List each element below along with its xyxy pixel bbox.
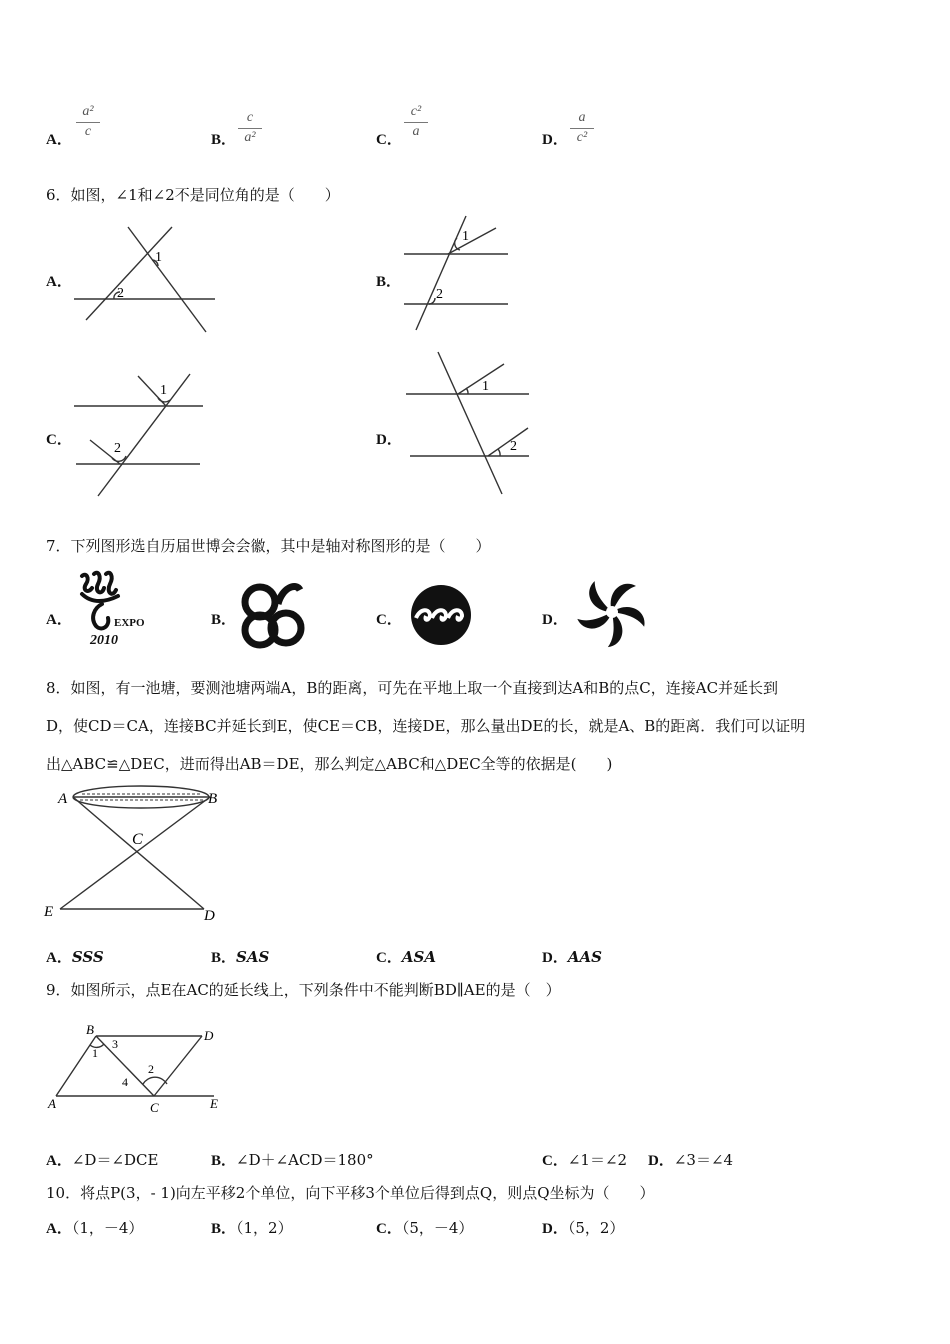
q9-option-b-value: ∠D＋∠ACD＝180° [236, 1151, 374, 1169]
q6-figure-c [70, 372, 210, 500]
q10-option-d-label: D． [542, 1221, 568, 1237]
q10-option-b-value: （1，2） [236, 1219, 293, 1237]
q6-figure-d [402, 348, 532, 498]
q10-option-c-label: C． [376, 1221, 402, 1237]
q8-pond-figure [40, 780, 230, 930]
q7-option-a-label: A． [46, 612, 72, 628]
q8-question-line-2: D，使CD＝CA，连接BC并延长到E，使CE＝CB，连接DE，那么量出DE的长，就是A、B的距离．我们可以证明 [46, 717, 806, 735]
q7-option-c-label: C． [376, 612, 402, 628]
q8-option-c-value: ASA [401, 948, 436, 966]
q5-option-d-fraction [570, 110, 594, 146]
point-e-label: E [210, 1096, 218, 1111]
q9-parallelogram-figure [44, 1018, 234, 1118]
q8-option-b-label: B． [211, 950, 237, 966]
q5-option-b-label: B． [211, 132, 237, 148]
fraction-numerator: c² [410, 104, 422, 119]
q6-option-c-label: C． [46, 432, 72, 448]
q6-option-a-label: A． [46, 274, 72, 290]
point-d-label: D [204, 1028, 214, 1043]
angle-2-label: 2 [114, 441, 121, 456]
q5-option-d-label: D． [542, 132, 568, 148]
q8-option-a-value: SSS [71, 948, 104, 966]
q7-waves-emblem [408, 582, 474, 648]
angle-1-label: 1 [462, 229, 469, 244]
q5-option-b-fraction [238, 110, 262, 146]
q7-rings-emblem [238, 576, 310, 652]
q8-question-line-1: 8．如图，有一池塘，要测池塘两端A，B的距离，可先在平地上取一个直接到达A和B的点C，连接AC并延长到 [46, 679, 779, 697]
q10-option-a-value: （1，－4） [71, 1219, 144, 1237]
point-a-label: A [48, 1096, 56, 1111]
angle-2-label: 2 [436, 287, 443, 302]
q6-figure-a [70, 222, 220, 334]
q7-option-d-label: D． [542, 612, 568, 628]
point-a-label: A [58, 791, 68, 807]
angle-2-label: 2 [510, 439, 517, 454]
q8-option-b-value: SAS [236, 948, 270, 966]
q10-question-text: 10．将点P(3，- 1)向左平移2个单位，向下平移3个单位后得到点Q，则点Q坐标为（ ） [46, 1184, 655, 1202]
point-c-label: C [132, 831, 143, 848]
q6-question-text: 6．如图，∠1和∠2不是同位角的是（ ） [46, 186, 340, 204]
q10-option-b-label: B． [211, 1221, 237, 1237]
point-b-label: B [86, 1022, 94, 1037]
q9-option-a-label: A． [46, 1153, 72, 1169]
q9-question-text: 9．如图所示，点E在AC的延长线上，下列条件中不能判断BD∥AE的是（ ） [46, 981, 561, 999]
angle-3-label: 3 [112, 1037, 118, 1051]
expo-text: EXPO [114, 617, 145, 629]
q7-option-b-label: B． [211, 612, 237, 628]
point-c-label: C [150, 1100, 159, 1115]
angle-1-label: 1 [160, 383, 167, 398]
angle-1-label: 1 [92, 1046, 98, 1060]
q6-option-d-label: D． [376, 432, 402, 448]
q9-option-c-label: C． [542, 1153, 568, 1169]
point-e-label: E [44, 904, 54, 920]
angle-2-label: 2 [117, 286, 124, 301]
q6-option-b-label: B． [376, 274, 402, 290]
q5-option-a-label: A． [46, 132, 72, 148]
fraction-denominator: c [84, 124, 92, 139]
q9-option-a-value: ∠D＝∠DCE [71, 1151, 159, 1169]
fraction-numerator: c [246, 110, 254, 125]
angle-1-label: 1 [482, 379, 489, 394]
q8-option-d-value: AAS [567, 948, 602, 966]
angle-1-label: 1 [155, 250, 162, 265]
fraction-denominator: a² [244, 130, 256, 145]
q7-expo-2010-emblem [76, 568, 156, 648]
q9-option-d-label: D． [648, 1153, 674, 1169]
fraction-numerator: a² [82, 104, 94, 119]
q9-option-c-value: ∠1＝∠2 [567, 1151, 628, 1169]
point-d-label: D [204, 908, 215, 924]
year-text: 2010 [90, 633, 118, 648]
q10-option-c-value: （5，－4） [401, 1219, 474, 1237]
fraction-denominator: c² [576, 130, 588, 145]
q9-option-b-label: B． [211, 1153, 237, 1169]
q10-option-d-value: （5，2） [567, 1219, 625, 1237]
q9-option-d-value: ∠3＝∠4 [673, 1151, 734, 1169]
angle-4-label: 4 [122, 1075, 128, 1089]
q5-option-a-fraction [76, 104, 100, 140]
q6-figure-b [400, 212, 515, 334]
q5-option-c-fraction [404, 104, 428, 140]
fraction-numerator: a [578, 110, 586, 125]
q7-question-text: 7．下列图形选自历届世博会会徽，其中是轴对称图形的是（ ） [46, 537, 491, 555]
fraction-denominator: a [412, 124, 420, 139]
q8-option-c-label: C． [376, 950, 402, 966]
q8-option-d-label: D． [542, 950, 568, 966]
q7-flower-emblem [572, 574, 652, 650]
point-b-label: B [208, 791, 218, 807]
q5-option-c-label: C． [376, 132, 402, 148]
q10-option-a-label: A． [46, 1221, 72, 1237]
q8-option-a-label: A． [46, 950, 72, 966]
q8-question-line-3: 出△ABC≌△DEC，进而得出AB＝DE，那么判定△ABC和△DEC全等的依据是( ) [46, 755, 613, 773]
angle-2-label: 2 [148, 1062, 154, 1076]
